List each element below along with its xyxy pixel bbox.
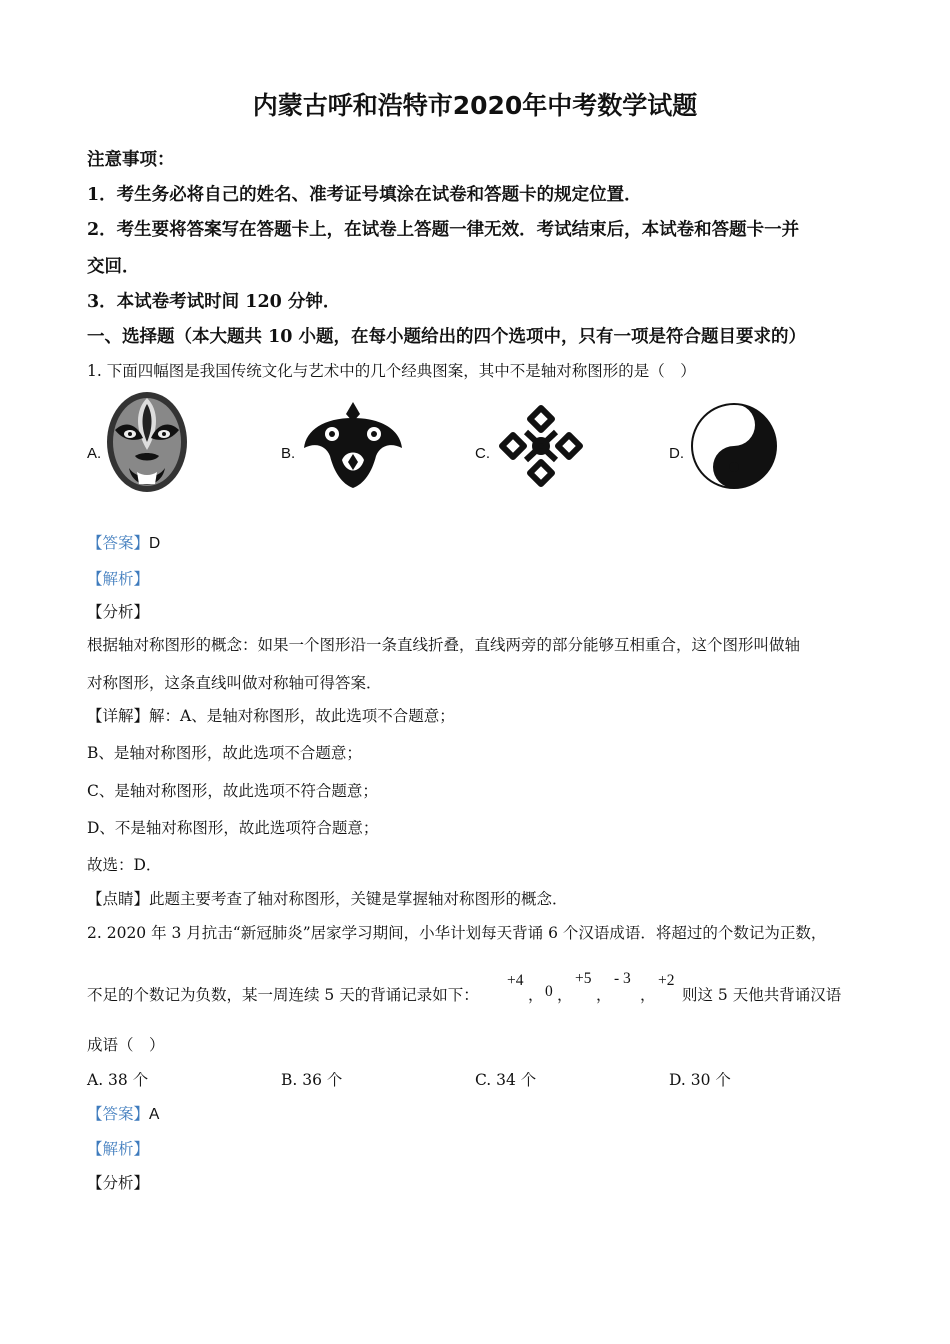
q2-stem-b-suffix: 则这 5 天他共背诵汉语 bbox=[682, 986, 842, 1004]
q2-record-5: +2 bbox=[658, 972, 675, 989]
q2-choice-b: B. 36 个 bbox=[281, 1071, 343, 1089]
q1-analysis-b: 对称图形，这条直线叫做对称轴可得答案． bbox=[87, 674, 382, 692]
ornament-b-figure bbox=[302, 400, 404, 490]
q1-option-c-label: C. bbox=[475, 445, 490, 462]
yin-yang-figure bbox=[690, 402, 778, 490]
q1-option-b-label: B. bbox=[281, 445, 296, 462]
page-title: 内蒙古呼和浩特市2020年中考数学试题 bbox=[252, 91, 698, 120]
q2-fenxi: 【分析】 bbox=[87, 1174, 150, 1192]
q2-choice-a: A. 38 个 bbox=[87, 1071, 149, 1089]
q1-analysis-a: 根据轴对称图形的概念：如果一个图形沿一条直线折叠，直线两旁的部分能够互相重合，这个图形叫做轴 bbox=[87, 636, 801, 654]
q2-stem-b-prefix: 不足的个数记为负数，某一周连续 5 天的背诵记录如下： bbox=[87, 986, 479, 1004]
opera-mask-figure bbox=[105, 390, 189, 494]
q1-jiexi: 【解析】 bbox=[87, 570, 150, 588]
q2-record-4: - 3 bbox=[614, 970, 631, 987]
q2-sep-2: ， bbox=[557, 987, 573, 1004]
q1-conclusion: 故选：D． bbox=[87, 856, 162, 874]
q1-detail-3: C、是轴对称图形，故此选项不符合题意； bbox=[87, 782, 378, 800]
q2-record-3: +5 bbox=[575, 970, 592, 987]
answer-tag: 【答案】 bbox=[87, 534, 150, 552]
q1-option-a-label: A. bbox=[87, 445, 102, 462]
notice-item-2b: 交回． bbox=[87, 257, 140, 277]
q2-sep-1: ， bbox=[528, 987, 544, 1004]
q2-answer-value: A bbox=[149, 1106, 160, 1123]
answer-value: D bbox=[149, 535, 161, 552]
section-heading: 一、选择题（本大题共 10 小题，在每小题给出的四个选项中，只有一项是符合题目要求的） bbox=[87, 327, 807, 347]
q2-record-1: +4 bbox=[507, 972, 524, 989]
q2-sep-4: ， bbox=[640, 987, 656, 1004]
q1-detail-4: D、不是轴对称图形，故此选项符合题意； bbox=[87, 819, 379, 837]
q1-comment: 【点睛】此题主要考查了轴对称图形，关键是掌握轴对称图形的概念． bbox=[87, 890, 568, 908]
q2-stem-a: 2. 2020 年 3 月抗击“新冠肺炎”居家学习期间，小华计划每天背诵 6 个汉语成语．将超过的个数记为正数， bbox=[87, 924, 827, 942]
q1-answer bbox=[87, 531, 160, 553]
q2-sep-3: ， bbox=[596, 987, 612, 1004]
notice-item-3: 3．本试卷考试时间 120 分钟． bbox=[87, 292, 341, 312]
notice-item-2a: 2．考生要将答案写在答题卡上，在试卷上答题一律无效．考试结束后，本试卷和答题卡一并 bbox=[87, 220, 800, 240]
q2-stem-c: 成语（ ） bbox=[87, 1036, 165, 1054]
q2-record-2: 0 bbox=[545, 983, 553, 1000]
q1-stem: 1. 下面四幅图是我国传统文化与艺术中的几个经典图案，其中不是轴对称图形的是（ ） bbox=[87, 362, 696, 380]
q2-answer bbox=[87, 1102, 159, 1124]
notice-item-1: 1．考生务必将自己的姓名、准考证号填涂在试卷和答题卡的规定位置． bbox=[87, 185, 642, 205]
q1-detail-1: 【详解】解：A、是轴对称图形，故此选项不合题意； bbox=[87, 707, 455, 725]
q1-option-d-label: D. bbox=[669, 445, 684, 462]
q1-fenxi: 【分析】 bbox=[87, 603, 150, 621]
ornament-c-figure bbox=[496, 402, 586, 490]
q1-detail-2: B、是轴对称图形，故此选项不合题意； bbox=[87, 744, 362, 762]
q2-jiexi: 【解析】 bbox=[87, 1140, 150, 1158]
notice-heading: 注意事项： bbox=[87, 150, 175, 170]
q2-choice-d: D. 30 个 bbox=[669, 1071, 731, 1089]
q2-choice-c: C. 34 个 bbox=[475, 1071, 537, 1089]
q2-answer-tag: 【答案】 bbox=[87, 1105, 150, 1123]
